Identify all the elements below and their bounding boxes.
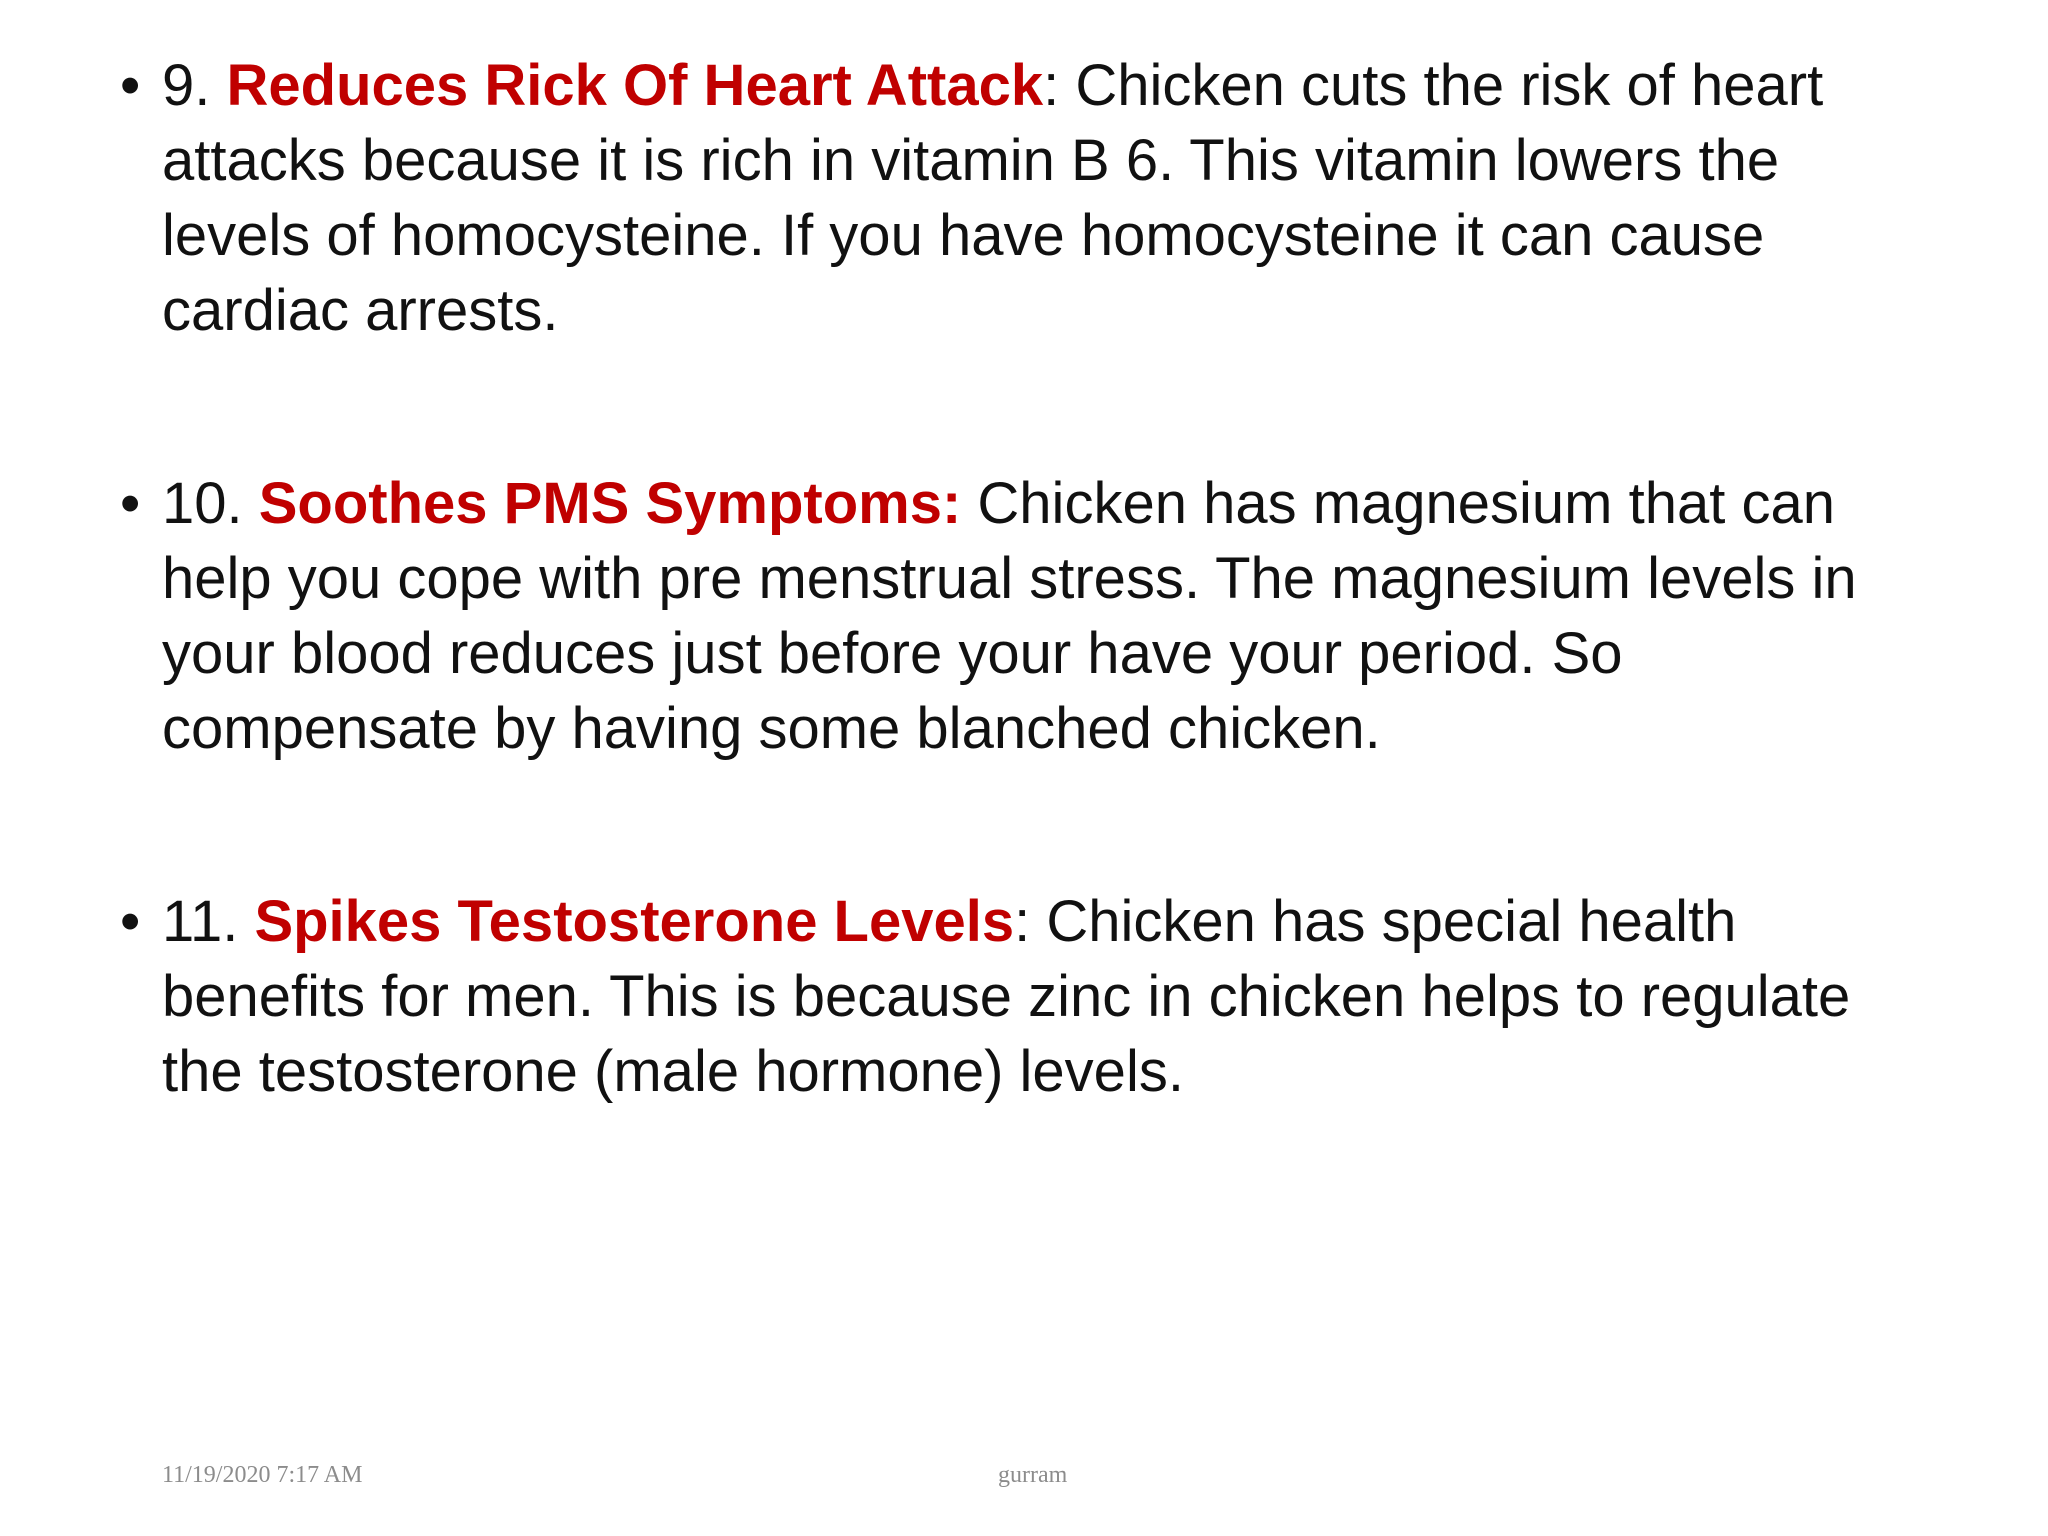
footer-date: 11/19/2020 7:17 AM: [162, 1462, 363, 1488]
bullet-text: Chicken has magnesium that can help you cope with pre menstrual stress. The magnesium levels in your blood reduces just before your have your period. So compensate by having some blanched chicken.: [162, 471, 1857, 761]
bullet-title: Soothes PMS Symptoms:: [258, 471, 962, 536]
bullet-item-pms: [120, 466, 1900, 766]
bullet-item-testosterone: [120, 884, 1900, 1109]
bullet-separator: :: [1014, 889, 1031, 954]
bullet-text: Chicken cuts the risk of heart attacks because it is rich in vitamin B 6. This vitamin lowers the levels of homocysteine. If you have homocysteine it can cause cardiac arrests.: [162, 53, 1824, 343]
bullet-number: 11.: [162, 889, 255, 954]
bullet-number: 9.: [162, 53, 227, 118]
bullet-list: [120, 48, 1900, 1109]
bullet-dot-icon: •: [120, 471, 141, 536]
bullet-title: Spikes Testosterone Levels: [254, 889, 1015, 954]
bullet-text: Chicken has special health benefits for men. This is because zinc in chicken helps to regulate the testosterone (male hormone) levels.: [162, 889, 1851, 1104]
bullet-item-heart-attack: [120, 48, 1900, 348]
bullet-dot-icon: •: [120, 889, 141, 954]
bullet-title: Reduces Rick Of Heart Attack: [226, 53, 1044, 118]
bullet-number: 10.: [162, 471, 259, 536]
bullet-separator: :: [1043, 53, 1060, 118]
footer-author: gurram: [998, 1462, 1068, 1488]
bullet-dot-icon: •: [120, 53, 141, 118]
